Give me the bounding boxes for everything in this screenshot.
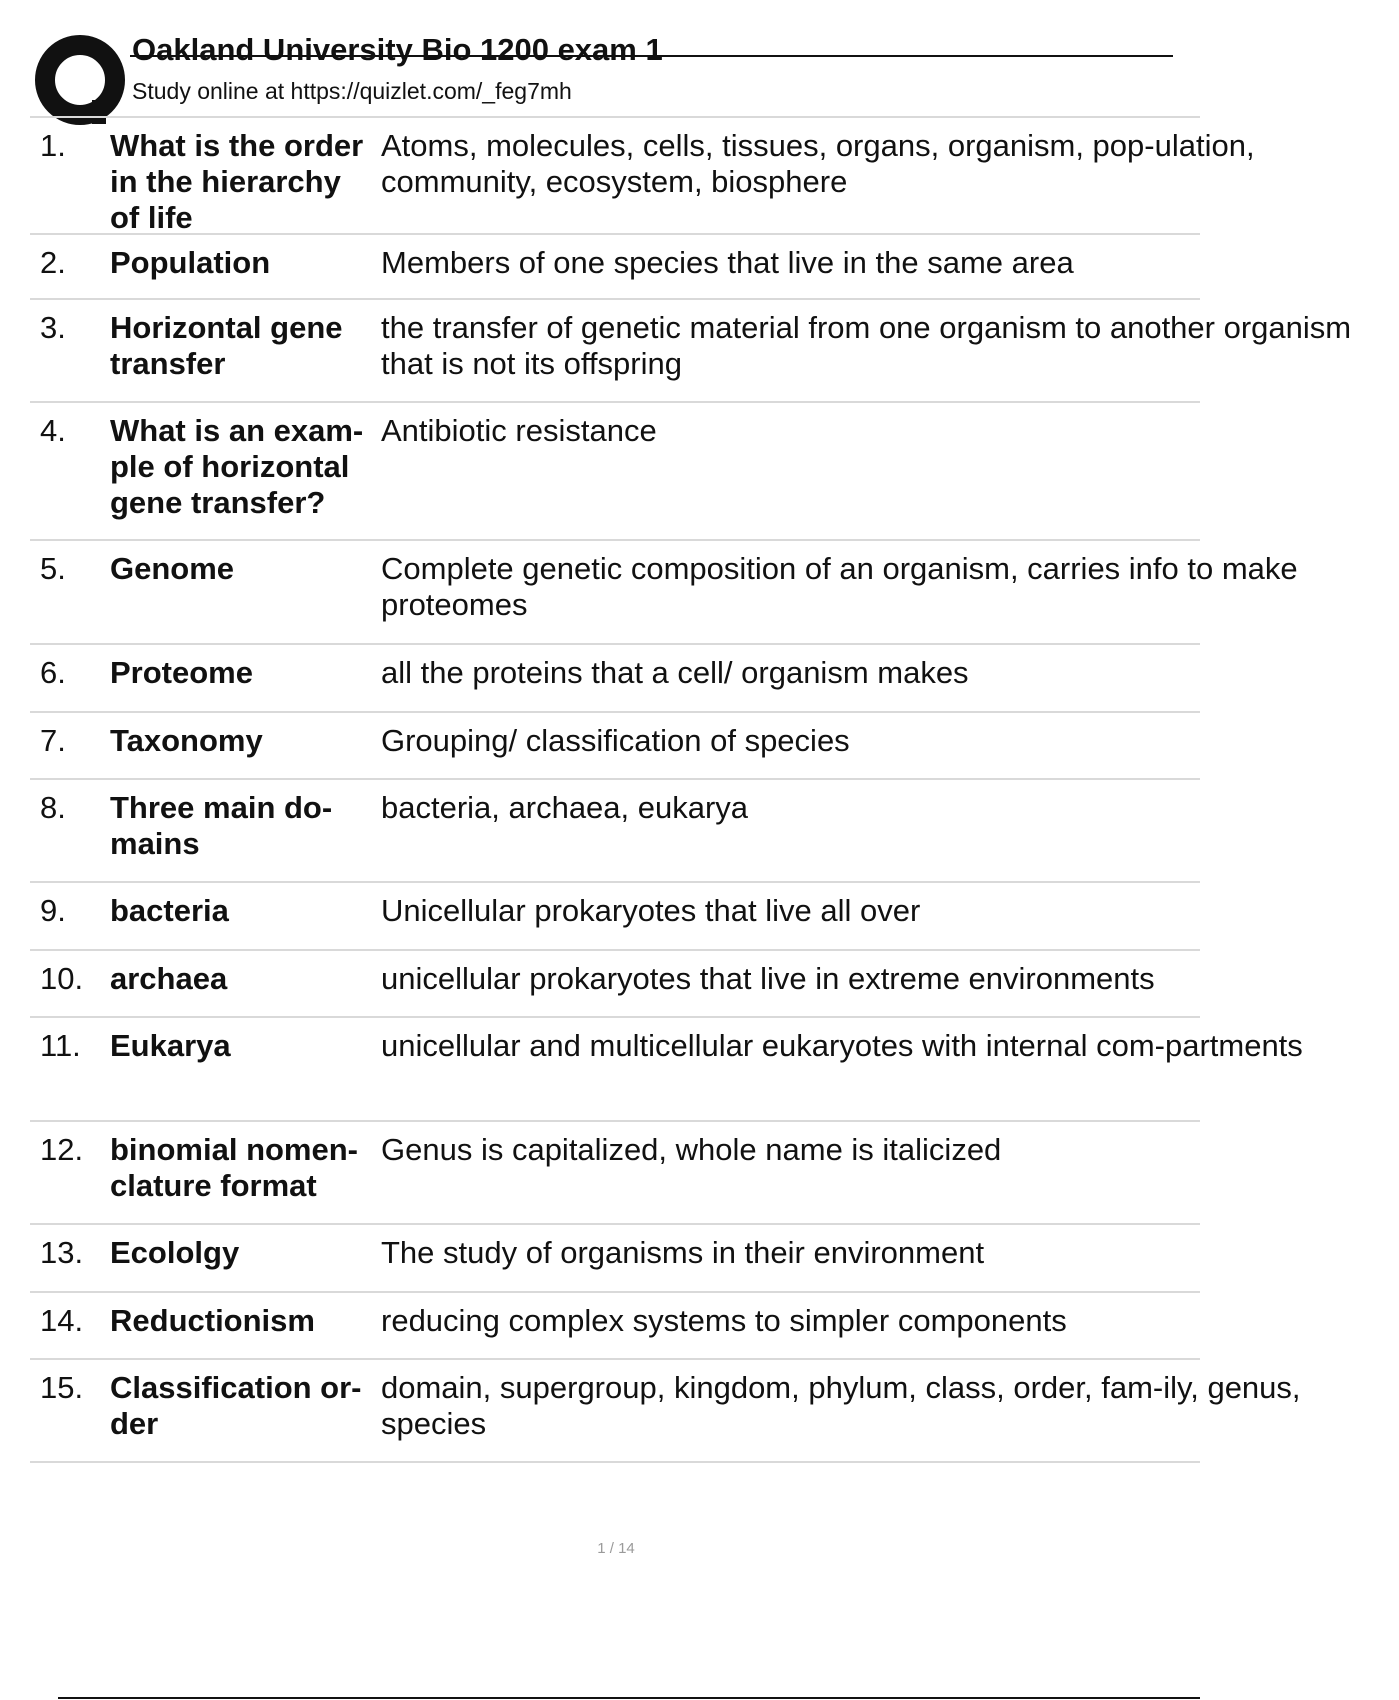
card-definition: all the proteins that a cell/ organism makes bbox=[381, 655, 969, 690]
card-term: Horizontal gene transfer bbox=[110, 310, 343, 381]
card-number: 10. bbox=[40, 961, 84, 996]
card-definition: The study of organisms in their environment bbox=[381, 1235, 985, 1270]
document-title: Oakland University Bio 1200 exam 1 bbox=[132, 32, 663, 67]
card-term: Ecololgy bbox=[110, 1235, 240, 1270]
card-definition: reducing complex systems to simpler components bbox=[381, 1303, 1067, 1338]
card-definition: Grouping/ classification of species bbox=[381, 723, 850, 758]
card-number: 8. bbox=[40, 790, 66, 825]
card-term: Classification or-der bbox=[110, 1370, 362, 1441]
flashcard-row bbox=[30, 645, 1200, 713]
card-number: 11. bbox=[40, 1028, 81, 1063]
flashcard-row bbox=[30, 780, 1200, 883]
card-definition: unicellular and multicellular eukaryotes with internal com-partments bbox=[381, 1028, 1303, 1063]
study-online-link[interactable]: Study online at https://quizlet.com/_feg7mh bbox=[132, 78, 572, 104]
card-number: 12. bbox=[40, 1132, 84, 1167]
card-definition: Antibiotic resistance bbox=[381, 413, 657, 448]
card-term: bacteria bbox=[110, 893, 229, 928]
page-number: 1 / 14 bbox=[597, 1540, 635, 1557]
card-number: 3. bbox=[40, 310, 66, 345]
card-number: 15. bbox=[40, 1370, 84, 1405]
card-term: Three main do-mains bbox=[110, 790, 333, 861]
card-definition: domain, supergroup, kingdom, phylum, class, order, fam-ily, genus, species bbox=[381, 1370, 1301, 1441]
flashcard-row bbox=[30, 951, 1200, 1018]
flashcard-row bbox=[30, 1225, 1200, 1293]
flashcard-row bbox=[30, 235, 1200, 300]
flashcard-list bbox=[30, 118, 1352, 1463]
card-term: What is an exam-ple of horizontal gene transfer? bbox=[110, 413, 364, 520]
card-number: 1. bbox=[40, 128, 66, 163]
card-number: 5. bbox=[40, 551, 66, 586]
card-term: Population bbox=[110, 245, 271, 280]
card-number: 9. bbox=[40, 893, 66, 928]
flashcard-row bbox=[30, 300, 1352, 403]
card-definition: the transfer of genetic material from one organism to another organism that is not its offspring bbox=[381, 310, 1352, 381]
card-definition: Complete genetic composition of an organism, carries info to make proteomes bbox=[381, 551, 1298, 622]
flashcard-row bbox=[30, 713, 1200, 780]
flashcard-row bbox=[30, 1360, 1301, 1463]
card-definition: unicellular prokaryotes that live in extreme environments bbox=[381, 961, 1155, 996]
flashcard-row bbox=[30, 1122, 1200, 1225]
card-definition: bacteria, archaea, eukarya bbox=[381, 790, 749, 825]
footer-divider bbox=[58, 1697, 1200, 1699]
card-term: Taxonomy bbox=[110, 723, 263, 758]
card-term: archaea bbox=[110, 961, 228, 996]
card-number: 2. bbox=[40, 245, 66, 280]
card-term: Genome bbox=[110, 551, 235, 586]
card-term: Reductionism bbox=[110, 1303, 315, 1338]
card-definition: Members of one species that live in the same area bbox=[381, 245, 1074, 280]
card-number: 13. bbox=[40, 1235, 84, 1270]
flashcard-row bbox=[30, 118, 1255, 235]
card-term: binomial nomen-clature format bbox=[110, 1132, 358, 1203]
flashcard-row bbox=[30, 1018, 1303, 1122]
card-definition: Unicellular prokaryotes that live all over bbox=[381, 893, 921, 928]
flashcard-row bbox=[30, 1293, 1200, 1360]
card-definition: Atoms, molecules, cells, tissues, organs, organism, pop-ulation, community, ecosystem, biosphere bbox=[381, 128, 1255, 199]
card-number: 14. bbox=[40, 1303, 84, 1338]
document-header bbox=[30, 28, 1190, 116]
card-definition: Genus is capitalized, whole name is italicized bbox=[381, 1132, 1002, 1167]
card-number: 6. bbox=[40, 655, 66, 690]
card-term: What is the order in the hierarchy of life bbox=[110, 128, 364, 235]
card-term: Proteome bbox=[110, 655, 253, 690]
flashcard-row bbox=[30, 883, 1200, 951]
card-number: 4. bbox=[40, 413, 66, 448]
flashcard-row bbox=[30, 403, 1200, 541]
card-number: 7. bbox=[40, 723, 66, 758]
card-term: Eukarya bbox=[110, 1028, 231, 1063]
flashcard-row bbox=[30, 541, 1298, 645]
